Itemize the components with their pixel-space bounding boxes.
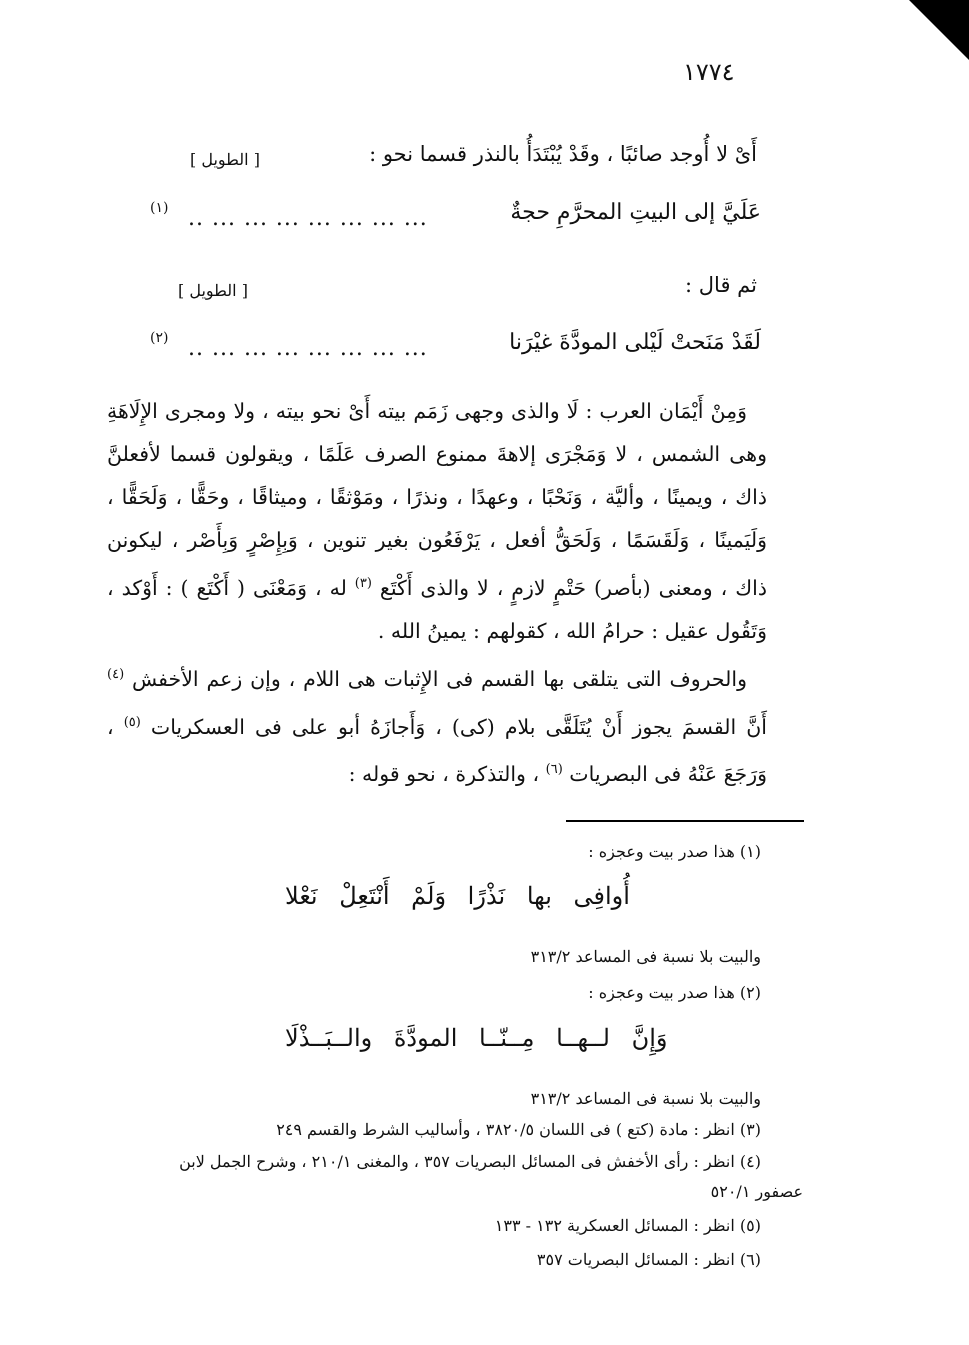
footnote-1-source: والبيت بلا نسبة فى المساعد ٣١٣/٢ — [530, 947, 761, 966]
paragraph-letters: والحروف التى يتلقى بها القسم فى الإِثبات هى اللام ، وإن زعم الأخفش $^{(٤)}$ أَنَّ القسمَ يجوز أَنْ يُتَلَقَّى بلام (كى) ، وَأَجازَهُ أبو على فى العسكريات $^{(٥)}$ ، وَرَجَعَ عَنْهُ فى البصريات $^{(٦)}$ ، والتذكرة ، نحو قوله : — [107, 666, 767, 787]
page-number: ١٧٧٤ — [683, 58, 735, 86]
footnote-ref-5: (٥) — [123, 714, 141, 730]
footnote-5: (٥) انظر : المسائل العسكرية ١٣٢ - ١٣٣ — [494, 1216, 761, 1235]
intro-line-2: ثم قال : — [685, 273, 757, 297]
footnote-2-verse: وَإِنَّ لــهــا مِــنّــا المودَّةَ والــبَــذْلَا — [285, 1024, 668, 1052]
verse-1-dots: ... ... ... ... ... ... ... .. — [188, 206, 428, 231]
footnote-2-intro: (٢) هذا صدر بيت وعجزه : — [588, 983, 761, 1002]
footnote-ref-6: (٦) — [545, 762, 563, 778]
verse-2-footnote-marker: (٢) — [150, 330, 169, 346]
verse-1-footnote-marker: (١) — [150, 200, 169, 216]
footnote-4-line-2: عصفور ٥٢٠/١ — [710, 1182, 803, 1201]
footnote-3: (٣) انظر : مادة (كتع ) فى اللسان ٣٨٢٠/٥ ، وأساليب الشرط والقسم ٢٤٩ — [276, 1120, 761, 1139]
body-text — [107, 390, 767, 796]
footnote-1-verse: أُوافِى بها نَذْرًا وَلَمْ أَنْتَعِلْ نَعْلا — [285, 882, 630, 910]
footnote-4-line-1: (٤) انظر : رأى الأخفش فى المسائل البصريات ٣٥٧ ، والمغنى ٢١٠/١ ، وشرح الجمل لابن — [179, 1152, 761, 1171]
intro-line-1: أَىْ لا أُوجد صائبًا ، وقَدْ يُبْتَدَأُ بالنذر قسما نحو : — [369, 142, 757, 166]
meter-label-1: [ الطويل ] — [190, 150, 260, 169]
footnote-6: (٦) انظر : المسائل البصريات ٣٥٧ — [536, 1250, 761, 1269]
verse-1: عَلَيَّ إلى البيتِ المحرَّمِ حجةٌ — [510, 200, 761, 225]
verse-2-dots: ... ... ... ... ... ... ... .. — [188, 336, 428, 361]
corner-triangle — [909, 0, 969, 60]
footnote-2-source: والبيت بلا نسبة فى المساعد ٣١٣/٢ — [530, 1089, 761, 1108]
footnote-separator — [566, 820, 804, 822]
verse-2: لَقَدْ مَنَحتْ لَيْلى المودَّةَ غيْرَنا — [509, 330, 761, 355]
footnote-ref-3: (٣) — [354, 576, 372, 591]
paragraph-oaths: وَمِنْ أَيْمَان العرب : لَا والذى وجهى زَمَم بيته أَىْ نحو بيته ، ولا ومجرى الإِلَاهَةِ وهى الشمس ، لا وَمَجْرَى إلاهةَ ممنوع الصرف عَلَمًا ، ويقولون قسما لأفعلنَّ ذاك ، ويمينًا ، وأليَّة ، وَنَحْبًا ، وعهدًا ، ونذرًا ، ومَوْثقًا ، وميثاقًا ، وحَقًّا ، وَلَحَقًّا ، وَلَيَمينًا ، وَلَقَسَمًا ، وَلَحَقُّ أفعل ، يَرْفَعُون بغير تنوين ، وَبِإِصْرٍ وَبِأَصْر ، ليكونن ذاك ، ومعنى (بأصر) حَتْمٍ لازمٍ ، لا والذى أَكْتَع $^{(٣)}$ له ، وَمَعْنَى ( أَكْتَع ) : أَوْكد ، وَتَقُول عقيل : حرامُ الله ، كقولهم : يمينُ الله . — [107, 399, 767, 643]
footnote-ref-4: (٤) — [107, 666, 125, 682]
meter-label-2: [ الطويل ] — [178, 281, 248, 300]
footnote-1-intro: (١) هذا صدر بيت وعجزه : — [588, 842, 761, 861]
